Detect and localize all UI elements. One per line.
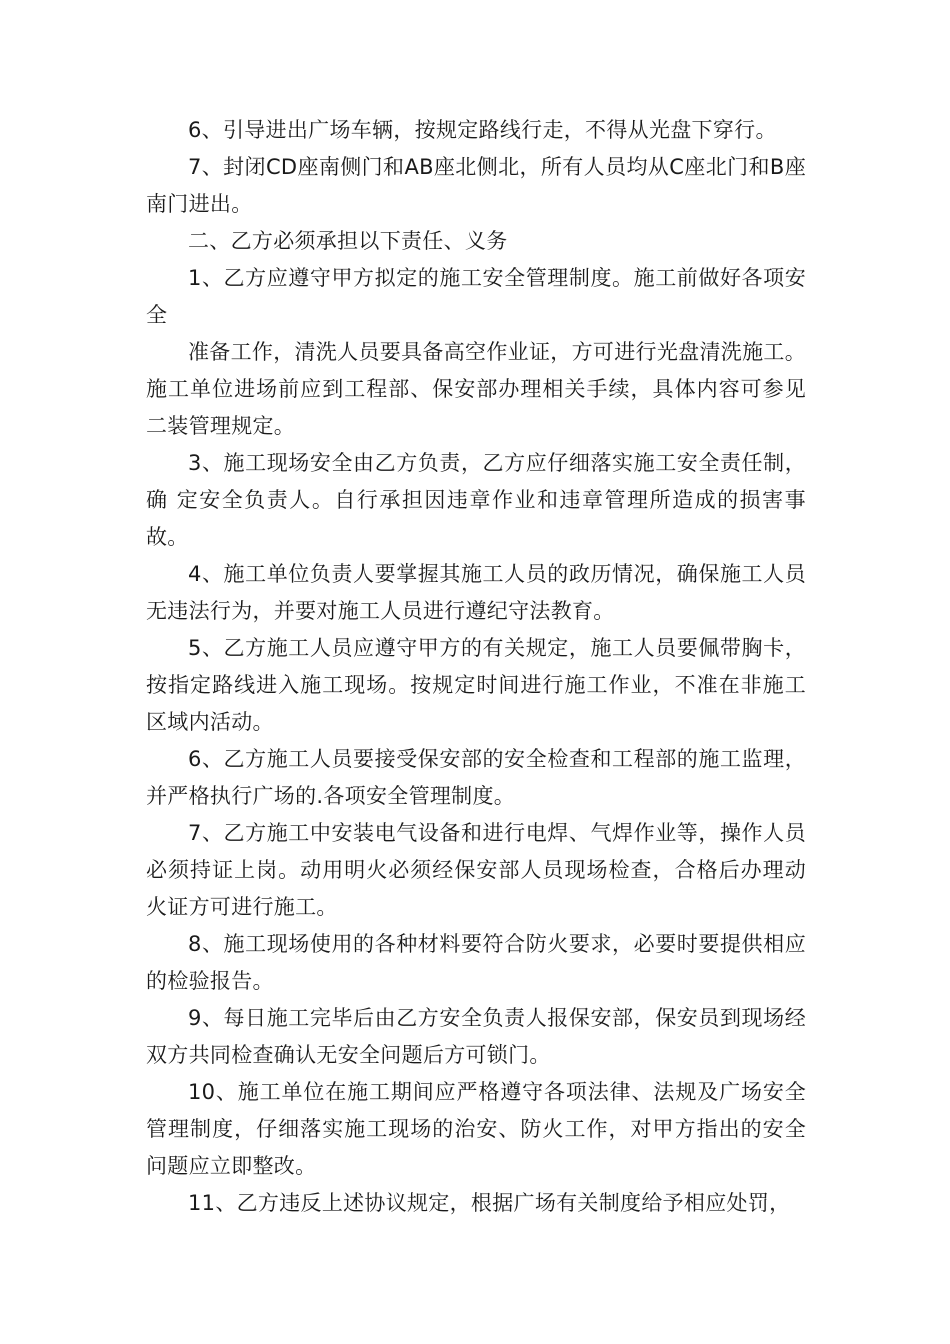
section-heading-party-b: 二、乙方必须承担以下责任、义务 — [188, 229, 508, 253]
paragraph-item-5: 5、乙方施工人员应遵守甲方的有关规定，施工人员要佩带胸卡，按指定路线进入施工现场。按规定时间进行施工作业，不准在非施工区域内活动。 — [146, 636, 806, 734]
paragraph-item-1: 1、乙方应遵守甲方拟定的施工安全管理制度。施工前做好各项安全 — [146, 266, 806, 327]
document-body — [146, 112, 806, 1222]
paragraph-preparation: 准备工作，清洗人员要具备高空作业证，方可进行光盘清洗施工。施工单位进场前应到工程部、保安部办理相关手续，具体内容可参见二装管理规定。 — [146, 340, 806, 438]
paragraph-item-11: 11、乙方违反上述协议规定，根据广场有关制度给予相应处罚， — [188, 1191, 791, 1215]
paragraph-item-7: 7、乙方施工中安装电气设备和进行电焊、气焊作业等，操作人员必须持证上岗。动用明火必须经保安部人员现场检查，合格后办理动火证方可进行施工。 — [146, 821, 806, 919]
paragraph-item-6: 6、乙方施工人员要接受保安部的安全检查和工程部的施工监理，并严格执行广场的.各项安全管理制度。 — [146, 747, 806, 808]
paragraph-item-7-doors: 7、封闭CD座南侧门和AB座北侧北，所有人员均从C座北门和B座南门进出。 — [146, 155, 806, 216]
paragraph-item-6-vehicles: 6、引导进出广场车辆，按规定路线行走，不得从光盘下穿行。 — [188, 118, 777, 142]
paragraph-item-9: 9、每日施工完毕后由乙方安全负责人报保安部，保安员到现场经双方共同检查确认无安全问题后方可锁门。 — [146, 1006, 806, 1067]
paragraph-item-3: 3、施工现场安全由乙方负责，乙方应仔细落实施工安全责任制，确 定安全负责人。自行承担因违章作业和违章管理所造成的损害事故。 — [146, 451, 806, 549]
paragraph-item-4: 4、施工单位负责人要掌握其施工人员的政历情况，确保施工人员无违法行为，并要对施工人员进行遵纪守法教育。 — [146, 562, 806, 623]
paragraph-item-8: 8、施工现场使用的各种材料要符合防火要求，必要时要提供相应的检验报告。 — [146, 932, 806, 993]
paragraph-item-10: 10、施工单位在施工期间应严格遵守各项法律、法规及广场安全管理制度，仔细落实施工现场的治安、防火工作，对甲方指出的安全问题应立即整改。 — [146, 1080, 806, 1178]
